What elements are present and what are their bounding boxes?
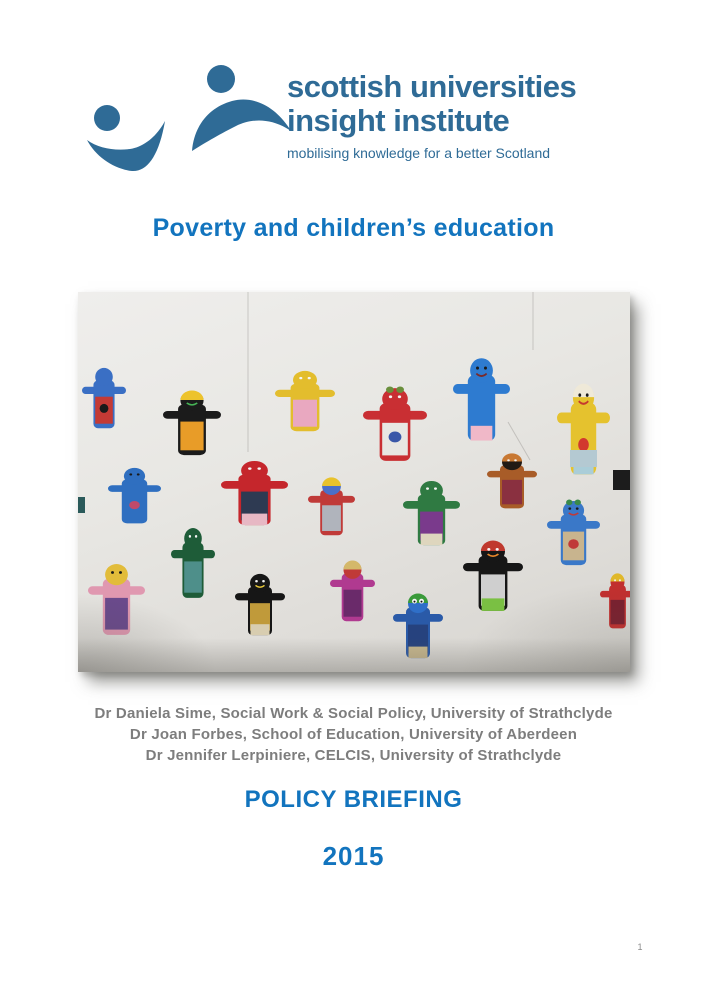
page-number: 1 — [637, 942, 643, 952]
institute-name-line1: scottish universities — [287, 69, 577, 104]
puppet-blue-sash — [108, 468, 161, 524]
left-figure-head — [94, 105, 120, 131]
puppet-wall-svg — [78, 292, 630, 672]
puppet-blue-googly — [393, 593, 443, 658]
author-line: Dr Jennifer Lerpiniere, CELCIS, University of Strathclyde — [145, 747, 562, 764]
document-title: Poverty and children’s education — [152, 214, 555, 242]
puppet-bumblebee — [235, 574, 285, 635]
left-figure-body — [87, 121, 165, 171]
right-figure-head — [207, 65, 235, 93]
right-figure-body — [192, 100, 291, 151]
cover-photo — [78, 292, 630, 672]
puppet-orange-scarf — [487, 453, 537, 508]
puppet-red-crown — [600, 573, 630, 628]
puppet-green-teal-dress — [171, 528, 215, 598]
institute-logo-icon — [84, 58, 296, 190]
institute-wordmark — [287, 70, 576, 161]
institute-tagline: mobilising knowledge for a better Scotland — [287, 145, 551, 161]
puppet-penguin — [463, 541, 523, 611]
puppet-red-magenta-dress — [330, 560, 375, 621]
puppet-red-paisley — [221, 461, 288, 525]
author-line: Dr Daniela Sime, Social Work & Social Policy, University of Strathclyde — [94, 705, 613, 722]
policy-briefing-label: POLICY BRIEFING — [244, 786, 463, 813]
author-line: Dr Joan Forbes, School of Education, University of Aberdeen — [129, 726, 578, 743]
puppet-blue-red-stripe — [82, 368, 126, 428]
puppet-yellow-angel — [275, 371, 335, 431]
puppet-red-bow — [363, 386, 427, 460]
puppet-black-cat — [163, 390, 221, 455]
puppet-teal-fragment — [78, 497, 85, 513]
year-label: 2015 — [322, 841, 385, 871]
author-credits — [0, 703, 707, 766]
puppet-blue-green-bow — [547, 500, 600, 566]
puppet-black-fragment — [613, 470, 630, 490]
institute-name-line2: insight institute — [287, 103, 510, 138]
puppet-yellow-pink-purple — [88, 564, 145, 635]
puppet-blue-fabric-swatch — [570, 450, 597, 467]
puppet-green-boat — [403, 481, 460, 545]
puppet-blue-yellow-hair — [308, 477, 355, 535]
puppet-blue-dress — [453, 358, 510, 440]
